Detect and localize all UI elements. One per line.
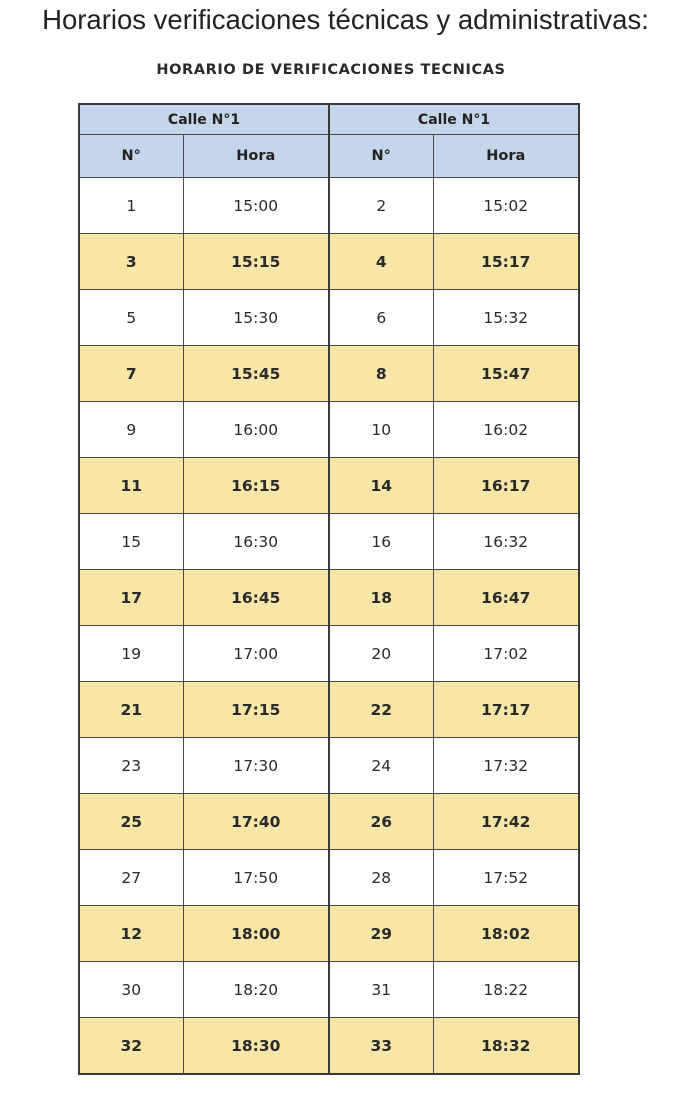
right-number-cell: 24 xyxy=(329,738,433,794)
table-row xyxy=(79,178,579,234)
right-time-cell: 18:22 xyxy=(433,962,579,1018)
table-row xyxy=(79,850,579,906)
right-number-cell: 4 xyxy=(329,234,433,290)
street-header-row xyxy=(79,104,579,135)
right-number-cell: 20 xyxy=(329,626,433,682)
table-row xyxy=(79,570,579,626)
left-number-cell: 9 xyxy=(79,402,183,458)
right-number-cell: 8 xyxy=(329,346,433,402)
left-number-cell: 32 xyxy=(79,1018,183,1075)
right-number-cell: 28 xyxy=(329,850,433,906)
time-column-header: Hora xyxy=(183,135,329,178)
left-number-cell: 25 xyxy=(79,794,183,850)
right-time-cell: 17:52 xyxy=(433,850,579,906)
left-time-cell: 17:50 xyxy=(183,850,329,906)
right-number-cell: 33 xyxy=(329,1018,433,1075)
table-row xyxy=(79,906,579,962)
left-time-cell: 15:00 xyxy=(183,178,329,234)
left-number-cell: 27 xyxy=(79,850,183,906)
right-number-cell: 18 xyxy=(329,570,433,626)
right-time-cell: 15:02 xyxy=(433,178,579,234)
right-time-cell: 17:02 xyxy=(433,626,579,682)
right-time-cell: 15:32 xyxy=(433,290,579,346)
table-row xyxy=(79,234,579,290)
table-row xyxy=(79,1018,579,1075)
table-row xyxy=(79,402,579,458)
table-row xyxy=(79,626,579,682)
left-time-cell: 17:30 xyxy=(183,738,329,794)
left-number-cell: 17 xyxy=(79,570,183,626)
left-time-cell: 18:00 xyxy=(183,906,329,962)
table-row xyxy=(79,682,579,738)
right-number-cell: 26 xyxy=(329,794,433,850)
street-header-left: Calle N°1 xyxy=(79,104,329,135)
left-time-cell: 15:30 xyxy=(183,290,329,346)
left-number-cell: 12 xyxy=(79,906,183,962)
left-time-cell: 16:30 xyxy=(183,514,329,570)
left-time-cell: 15:45 xyxy=(183,346,329,402)
left-time-cell: 16:00 xyxy=(183,402,329,458)
right-time-cell: 18:32 xyxy=(433,1018,579,1075)
right-time-cell: 15:47 xyxy=(433,346,579,402)
left-time-cell: 17:15 xyxy=(183,682,329,738)
table-row xyxy=(79,962,579,1018)
street-header-right: Calle N°1 xyxy=(329,104,579,135)
left-time-cell: 17:40 xyxy=(183,794,329,850)
left-time-cell: 15:15 xyxy=(183,234,329,290)
left-number-cell: 3 xyxy=(79,234,183,290)
right-number-cell: 22 xyxy=(329,682,433,738)
right-time-cell: 16:47 xyxy=(433,570,579,626)
left-number-cell: 21 xyxy=(79,682,183,738)
left-number-cell: 15 xyxy=(79,514,183,570)
number-column-header: N° xyxy=(79,135,183,178)
schedule-body xyxy=(79,178,579,1075)
table-title: HORARIO DE VERIFICACIONES TECNICAS xyxy=(156,62,506,78)
column-header-row xyxy=(79,135,579,178)
left-time-cell: 18:20 xyxy=(183,962,329,1018)
left-time-cell: 17:00 xyxy=(183,626,329,682)
right-number-cell: 16 xyxy=(329,514,433,570)
right-number-cell: 6 xyxy=(329,290,433,346)
left-time-cell: 16:45 xyxy=(183,570,329,626)
left-time-cell: 16:15 xyxy=(183,458,329,514)
right-number-cell: 31 xyxy=(329,962,433,1018)
number-column-header: N° xyxy=(329,135,433,178)
left-number-cell: 7 xyxy=(79,346,183,402)
table-row xyxy=(79,290,579,346)
table-row xyxy=(79,514,579,570)
right-time-cell: 18:02 xyxy=(433,906,579,962)
page-heading: Horarios verificaciones técnicas y administrativas: xyxy=(42,4,649,35)
right-number-cell: 14 xyxy=(329,458,433,514)
left-number-cell: 19 xyxy=(79,626,183,682)
right-time-cell: 17:17 xyxy=(433,682,579,738)
time-column-header: Hora xyxy=(433,135,579,178)
left-time-cell: 18:30 xyxy=(183,1018,329,1075)
right-time-cell: 16:02 xyxy=(433,402,579,458)
right-time-cell: 16:17 xyxy=(433,458,579,514)
table-row xyxy=(79,458,579,514)
right-time-cell: 16:32 xyxy=(433,514,579,570)
right-number-cell: 29 xyxy=(329,906,433,962)
right-time-cell: 17:42 xyxy=(433,794,579,850)
left-number-cell: 23 xyxy=(79,738,183,794)
schedule-table xyxy=(78,103,580,1075)
left-number-cell: 30 xyxy=(79,962,183,1018)
table-row xyxy=(79,346,579,402)
left-number-cell: 1 xyxy=(79,178,183,234)
table-row xyxy=(79,794,579,850)
left-number-cell: 11 xyxy=(79,458,183,514)
table-row xyxy=(79,738,579,794)
right-number-cell: 2 xyxy=(329,178,433,234)
left-number-cell: 5 xyxy=(79,290,183,346)
right-number-cell: 10 xyxy=(329,402,433,458)
right-time-cell: 17:32 xyxy=(433,738,579,794)
right-time-cell: 15:17 xyxy=(433,234,579,290)
